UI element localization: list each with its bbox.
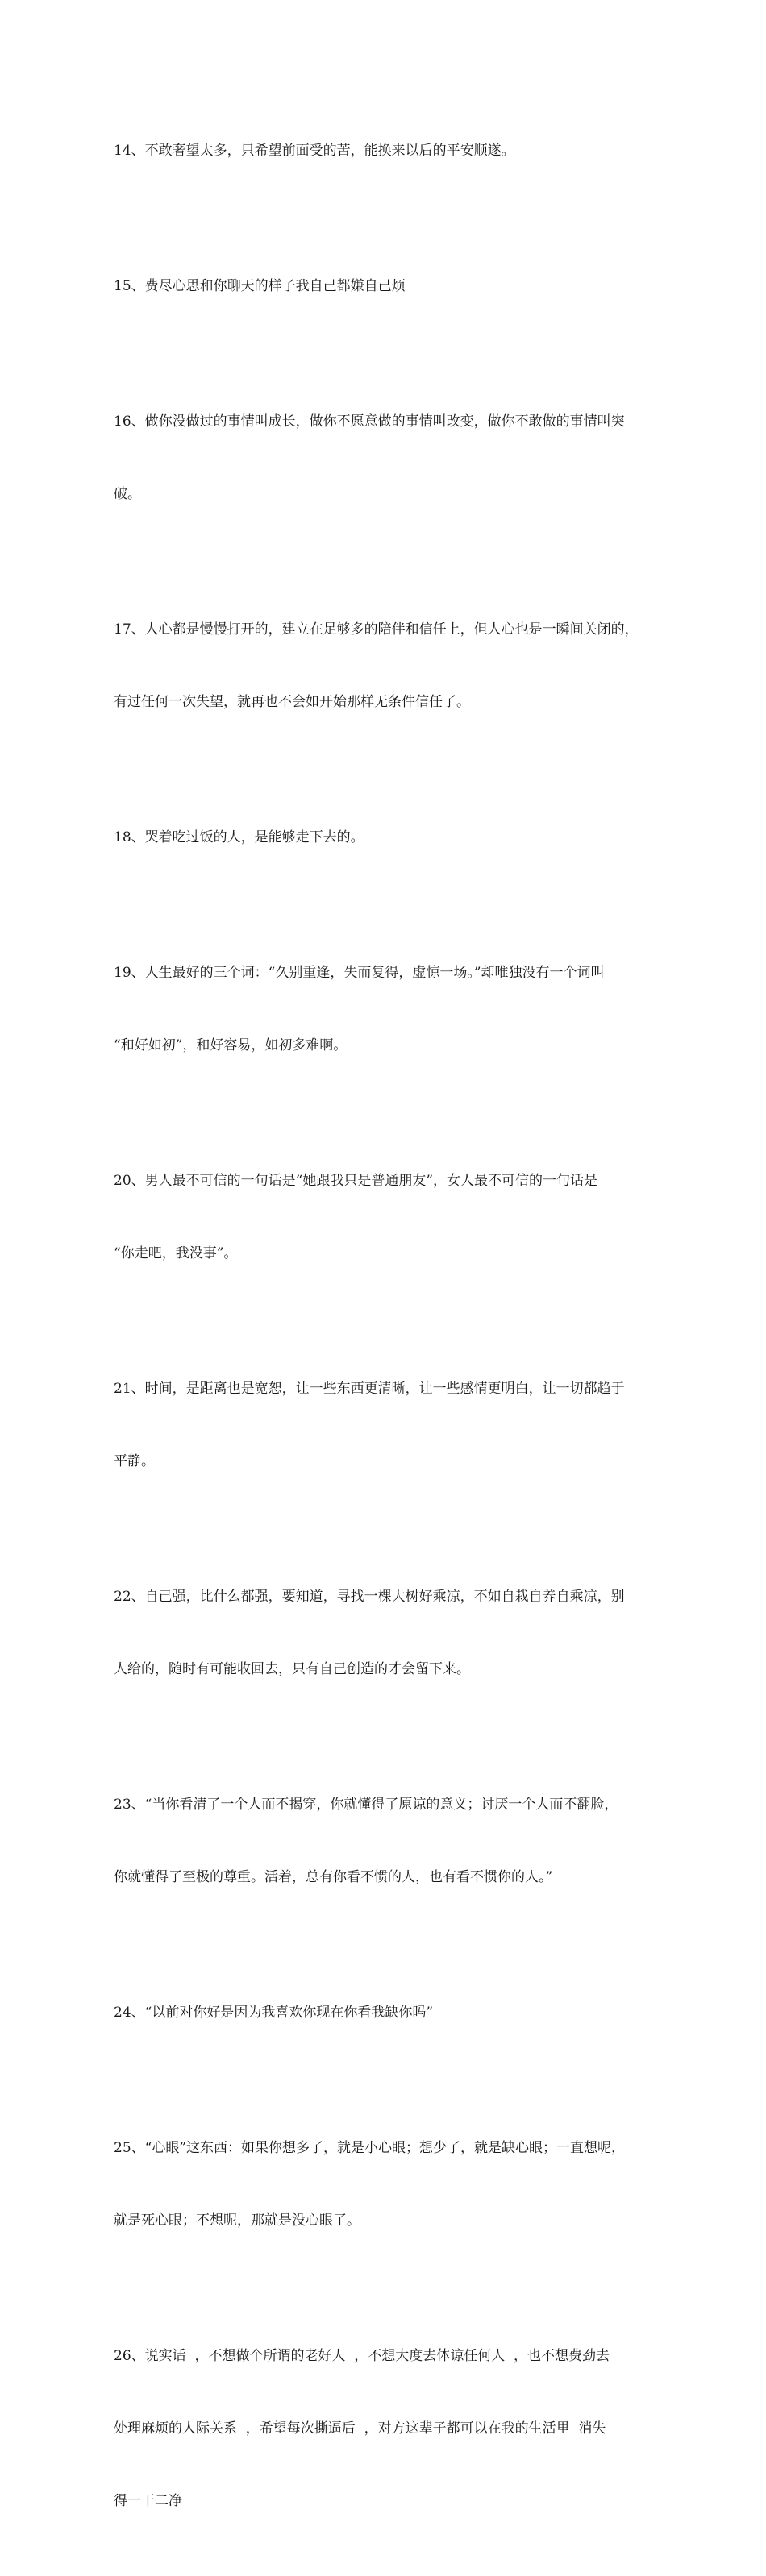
quote-item-26 — [114, 2296, 678, 2561]
quote-item-24 — [114, 1952, 678, 2073]
quote-line: 22、自己强，比什么都强，要知道，寻找一棵大树好乘凉，不如自栽自养自乘凉，别 — [114, 1589, 625, 1605]
quote-item-14 — [114, 90, 678, 211]
quote-line: 17、人心都是慢慢打开的，建立在足够多的陪伴和信任上，但人心也是一瞬间关闭的， — [114, 621, 639, 638]
quote-line: 26、说实话 ，不想做个所谓的老好人 ，不想大度去体谅任何人 ，也不想费劲去 — [114, 2348, 610, 2364]
quote-line: 19、人生最好的三个词：“久别重逢，失而复得，虚惊一场。”却唯独没有一个词叫 — [114, 965, 605, 981]
quote-line: 24、“以前对你好是因为我喜欢你现在你看我缺你吗” — [114, 2005, 434, 2021]
quote-line: 20、男人最不可信的一句话是“她跟我只是普通朋友”，女人最不可信的一句话是 — [114, 1173, 598, 1189]
quote-item-23 — [114, 1744, 678, 1938]
quote-item-21 — [114, 1328, 678, 1522]
quote-line: 16、做你没做过的事情叫成长，做你不愿意做的事情叫改变，做你不敢做的事情叫突 — [114, 413, 625, 430]
quote-item-19 — [114, 912, 678, 1106]
quote-item-17 — [114, 569, 678, 762]
quote-item-25 — [114, 2088, 678, 2281]
quote-item-18 — [114, 777, 678, 898]
quote-line: “和好如初”，和好容易，如初多难啊。 — [114, 1037, 348, 1053]
quote-line: 25、“心眼”这东西：如果你想多了，就是小心眼；想少了，就是缺心眼；一直想呢， — [114, 2140, 626, 2156]
quote-line: 平静。 — [114, 1453, 155, 1469]
quote-line: 14、不敢奢望太多，只希望前面受的苦，能换来以后的平安顺遂。 — [114, 143, 515, 159]
quote-line: 处理麻烦的人际关系 ，希望每次撕逼后 ，对方这辈子都可以在我的生活里 消失 — [114, 2420, 606, 2437]
quote-line: 得一干二净 — [114, 2493, 182, 2509]
quote-line: 23、“当你看清了一个人而不揭穿，你就懂得了原谅的意义；讨厌一个人而不翻脸， — [114, 1797, 618, 1813]
quote-line: “你走吧，我没事”。 — [114, 1245, 238, 1261]
document-body — [114, 90, 678, 2576]
quote-line: 你就懂得了至极的尊重。活着，总有你看不惯的人，也有看不惯你的人。” — [114, 1869, 553, 1885]
quote-line: 破。 — [114, 486, 141, 502]
quote-line: 人给的，随时有可能收回去，只有自己创造的才会留下来。 — [114, 1661, 470, 1677]
quote-line: 就是死心眼；不想呢，那就是没心眼了。 — [114, 2212, 360, 2229]
quote-item-16 — [114, 361, 678, 555]
quote-item-20 — [114, 1120, 678, 1314]
quote-line: 有过任何一次失望，就再也不会如开始那样无条件信任了。 — [114, 694, 470, 710]
quote-item-15 — [114, 226, 678, 347]
quote-line: 15、费尽心思和你聊天的样子我自己都嫌自己烦 — [114, 278, 406, 294]
quote-item-22 — [114, 1536, 678, 1730]
quote-line: 18、哭着吃过饭的人，是能够走下去的。 — [114, 829, 364, 846]
quote-line: 21、时间，是距离也是宽恕，让一些东西更清晰，让一些感情更明白，让一切都趋于 — [114, 1381, 625, 1397]
